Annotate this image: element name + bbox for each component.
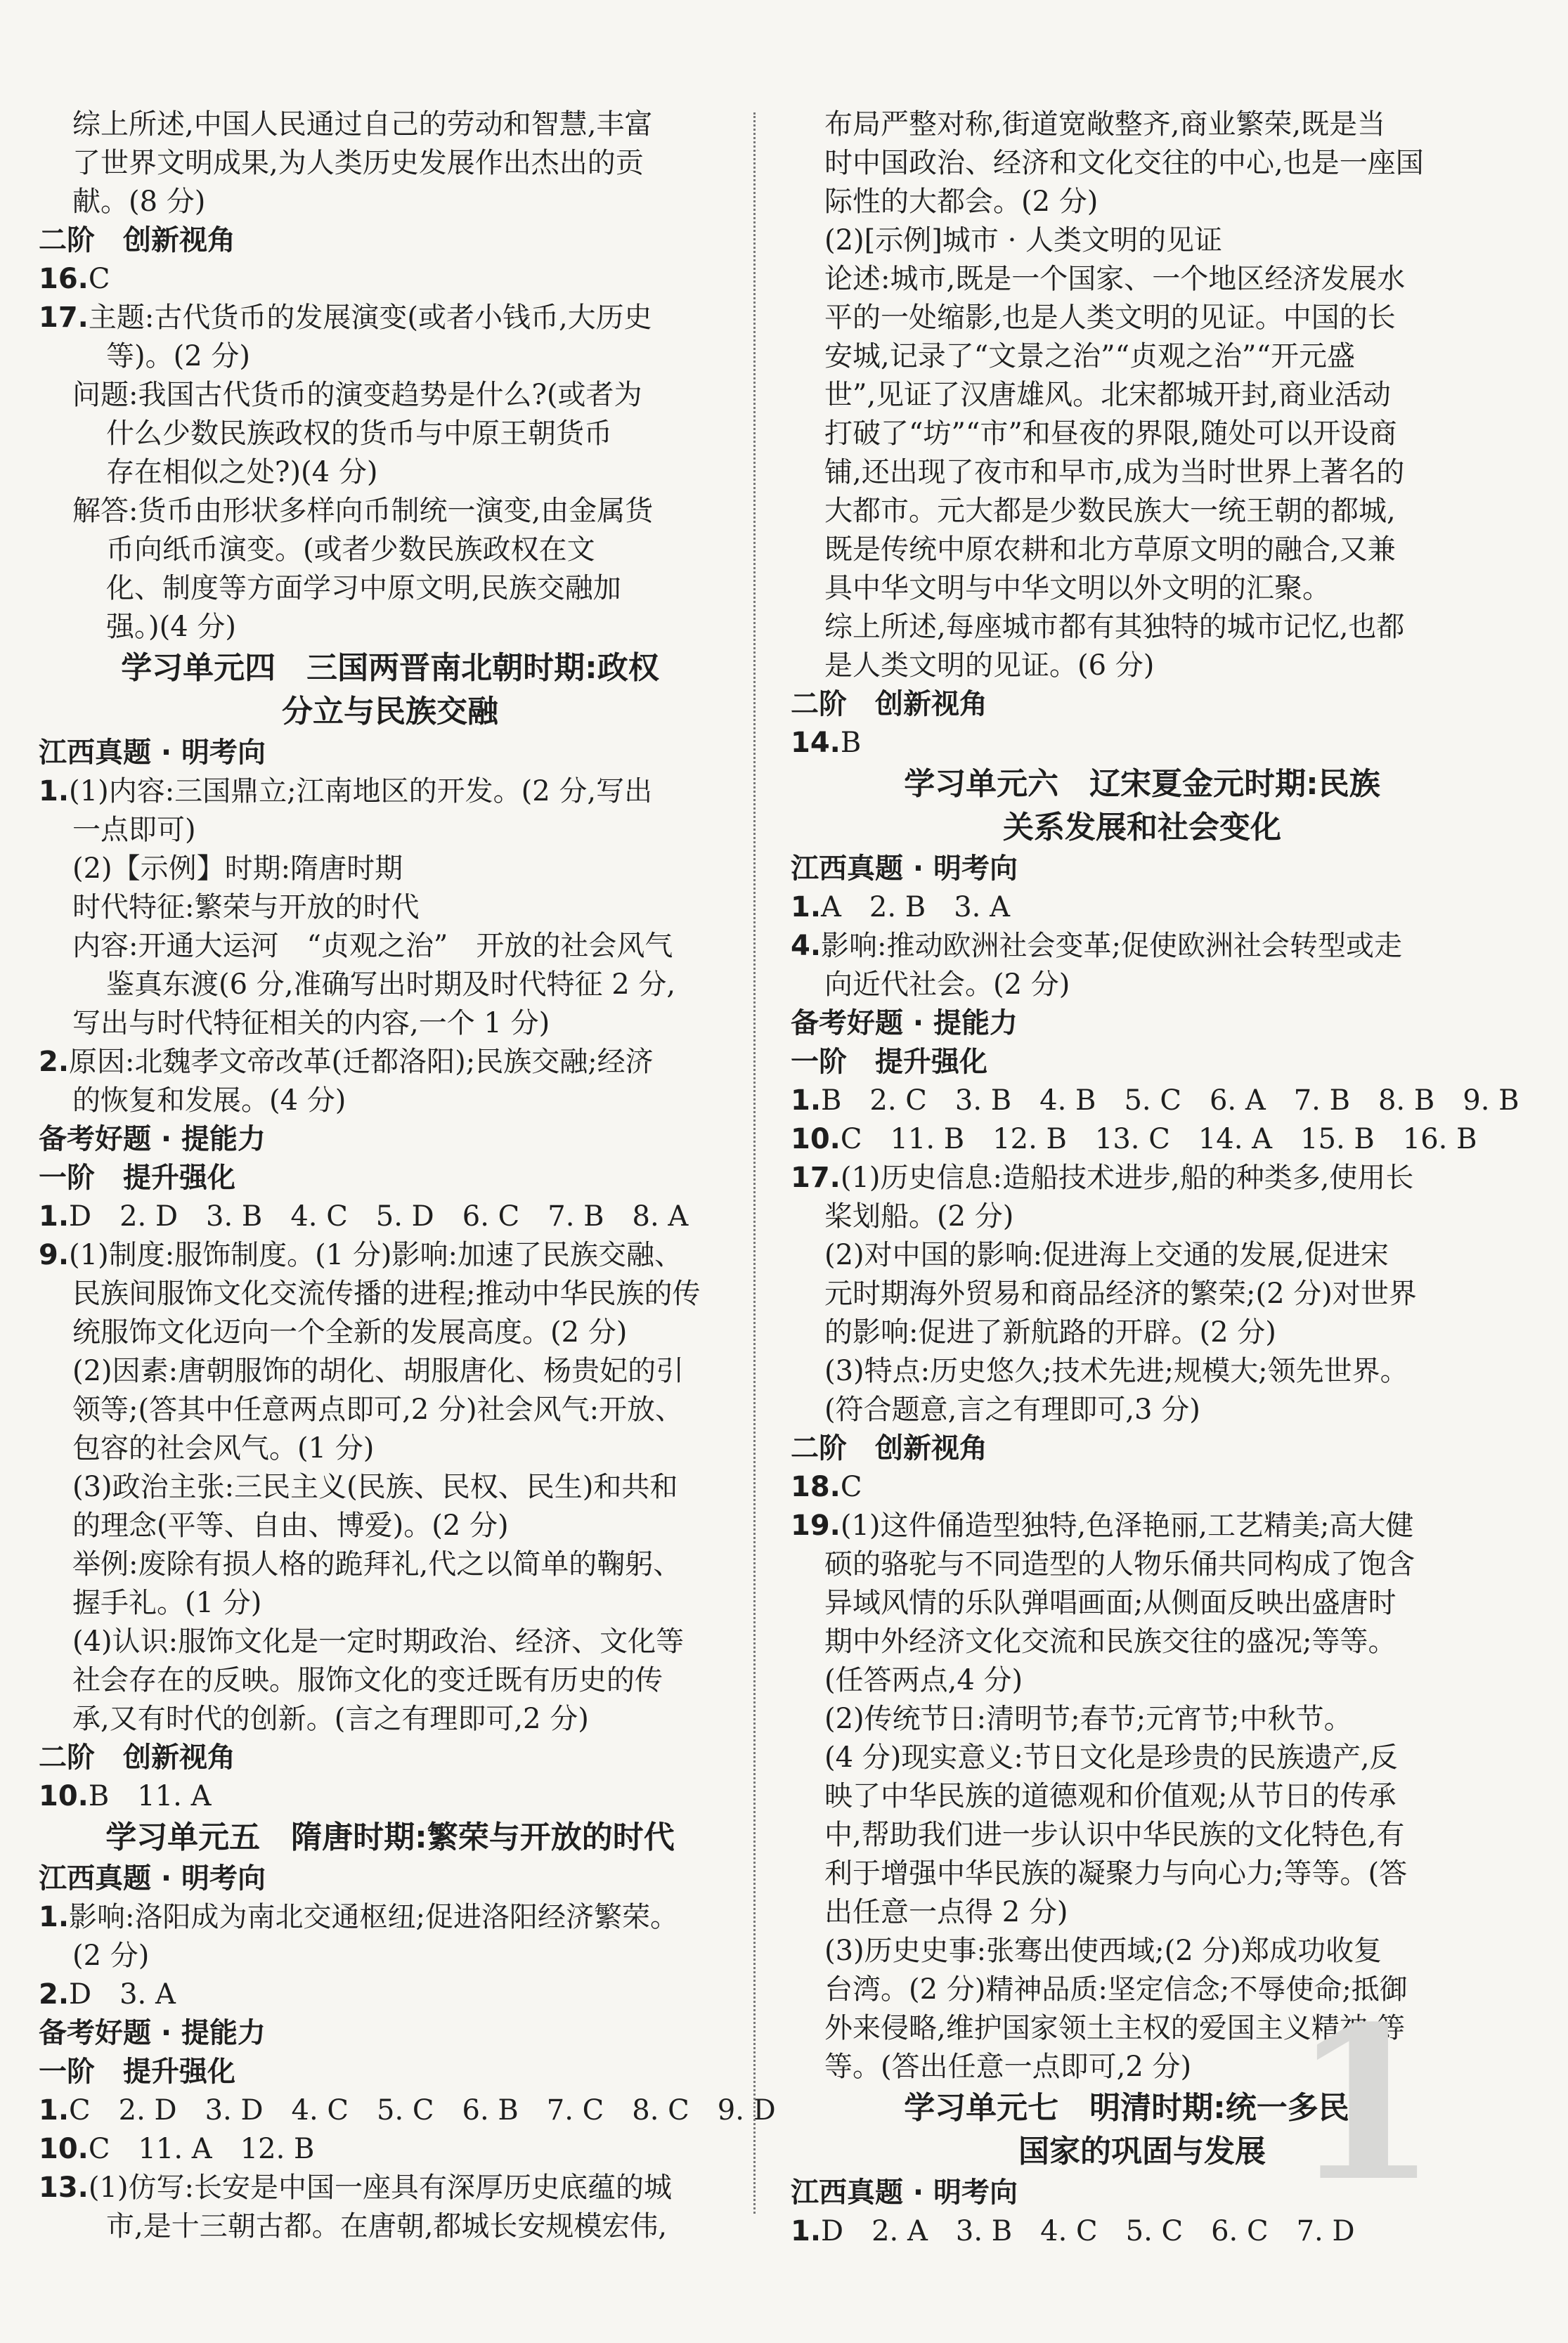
answer-text: 世”,见证了汉唐雄风。北宋都城开封,商业活动 <box>824 379 1391 411</box>
answer-text: (3)政治主张:三民主义(民族、民权、民生)和共和 <box>72 1471 678 1503</box>
answer-text: 硕的骆驼与不同造型的人物乐俑共同构成了饱含 <box>824 1548 1415 1581</box>
answer-text: 承,又有时代的创新。(言之有理即可,2 分) <box>72 1703 589 1735</box>
answer-text: 利于增强中华民族的凝聚力与向心力;等等。(答 <box>824 1857 1408 1890</box>
question-number: 10. <box>39 2133 89 2165</box>
answer-text: 具中华文明与中华文明以外文明的汇聚。 <box>824 572 1330 604</box>
answer-text: 存在相似之处?)(4 分) <box>106 456 378 488</box>
answer-text: 桨划船。(2 分) <box>824 1200 1014 1233</box>
answer-text: 是人类文明的见证。(6 分) <box>824 649 1155 682</box>
left-column <box>39 105 776 2243</box>
answer-line <box>39 569 741 608</box>
answer-line <box>39 1391 741 1429</box>
answer-text: 鉴真东渡(6 分,准确写出时期及时代特征 2 分, <box>106 968 676 1001</box>
question-number: 19. <box>791 1510 841 1542</box>
answer-line <box>791 1468 1494 1507</box>
answer-line <box>791 105 1494 144</box>
answer-text: (2)传统节日:清明节;春节;元宵节;中秋节。 <box>824 1703 1352 1735</box>
answer-line <box>39 811 741 850</box>
answer-line <box>39 337 741 376</box>
question-number: 1. <box>791 2215 822 2247</box>
answer-text: (2 分) <box>72 1940 150 1972</box>
answer-line <box>791 144 1494 183</box>
answer-text: 币向纸币演变。(或者少数民族政权在文 <box>106 533 595 566</box>
answer-text: 的影响:促进了新航路的开辟。(2 分) <box>824 1316 1276 1349</box>
answer-line <box>791 1893 1494 1932</box>
answer-text: 映了中华民族的道德观和价值观;从节日的传承 <box>824 1780 1397 1812</box>
answer-text: 综上所述,每座城市都有其独特的城市记忆,也都 <box>824 611 1405 643</box>
answer-line <box>791 1236 1494 1275</box>
answer-line <box>791 1082 1520 1120</box>
answer-page <box>39 105 1520 2247</box>
answer-line <box>39 2169 741 2207</box>
answer-text: (4)认识:服饰文化是一定时期政治、经济、文化等 <box>72 1625 685 1658</box>
answer-line <box>791 1313 1494 1352</box>
question-number: 1. <box>791 1084 822 1117</box>
answer-line <box>791 1352 1494 1391</box>
answer-line <box>791 1507 1494 1545</box>
answer-text: 化、制度等方面学习中原文明,民族交融加 <box>106 572 621 604</box>
answer-line <box>39 1661 741 1700</box>
answer-line <box>791 337 1494 376</box>
answer-text: 的恢复和发展。(4 分) <box>72 1084 346 1117</box>
answer-line <box>791 376 1494 415</box>
answer-line <box>39 144 741 183</box>
question-number: 2. <box>39 1046 70 1078</box>
answer-line <box>791 1932 1494 1971</box>
answer-text: 元时期海外贸易和商品经济的繁荣;(2 分)对世界 <box>824 1278 1417 1310</box>
answer-text: 打破了“坊”“市”和昼夜的界限,随处可以开设商 <box>824 417 1397 450</box>
answer-text: 外来侵略,维护国家领土主权的爱国主义精神;等 <box>824 2012 1406 2044</box>
answer-line <box>791 1275 1494 1313</box>
answer-text: 一点即可) <box>72 814 196 846</box>
answer-line <box>791 1159 1494 1198</box>
answer-line <box>791 608 1494 647</box>
answer-text: 等。(答出任意一点即可,2 分) <box>824 2051 1192 2083</box>
answer-line <box>39 608 741 647</box>
answer-text: (4 分)现实意义:节日文化是珍贵的民族遗产,反 <box>824 1741 1398 1774</box>
question-number: 17. <box>791 1162 841 1194</box>
section-heading: 江西真题 · 明考向 <box>39 1862 266 1895</box>
answer-line <box>791 415 1494 453</box>
question-number: 1. <box>39 1901 70 1933</box>
answer-line <box>39 1043 741 1082</box>
section-heading: 江西真题 · 明考向 <box>39 736 266 769</box>
answer-line <box>39 1275 741 1313</box>
section-heading: 一阶 提升强化 <box>791 1046 987 1078</box>
answer-text: 综上所述,中国人民通过自己的劳动和智慧,丰富 <box>72 108 653 141</box>
section-heading: 二阶 创新视角 <box>39 1741 235 1774</box>
answer-text: 解答:货币由形状多样向币制统一演变,由金属货 <box>72 495 654 527</box>
question-number: 10. <box>791 1123 841 1155</box>
question-number: 18. <box>791 1471 841 1503</box>
section-heading: 二阶 创新视角 <box>791 1432 987 1465</box>
unit-heading: 学习单元七 明清时期:统一多民族 <box>904 2090 1380 2126</box>
answer-text: (1)仿写:长安是中国一座具有深厚历史底蕴的城 <box>88 2172 672 2204</box>
answer-line <box>39 260 741 299</box>
answer-text: 时中国政治、经济和文化交往的中心,也是一座国 <box>824 147 1424 179</box>
answer-line <box>39 1313 741 1352</box>
answer-text: (2)因素:唐朝服饰的胡化、胡服唐化、杨贵妃的引 <box>72 1355 685 1387</box>
answer-text: 布局严整对称,街道宽敞整齐,商业繁荣,既是当 <box>824 108 1386 141</box>
unit-heading: 分立与民族交融 <box>282 694 498 729</box>
answer-line <box>39 453 741 492</box>
answer-text: (1)这件俑造型独特,色泽艳丽,工艺精美;高大健 <box>840 1510 1414 1542</box>
answer-text: 等)。(2 分) <box>106 340 250 372</box>
answer-line <box>791 1700 1494 1739</box>
unit-heading: 关系发展和社会变化 <box>1003 810 1281 845</box>
answer-text: (3)特点:历史悠久;技术先进;规模大;领先世界。 <box>824 1355 1408 1387</box>
section-heading: 二阶 创新视角 <box>39 224 235 257</box>
answer-text: 影响:推动欧洲社会变革;促使欧洲社会转型或走 <box>821 930 1402 962</box>
answer-line <box>791 1777 1494 1816</box>
answer-text: 问题:我国古代货币的演变趋势是什么?(或者为 <box>72 379 642 411</box>
question-number: 4. <box>791 930 822 962</box>
answer-text: D 2. A 3. B 4. C 5. C 6. C 7. D <box>821 2215 1355 2247</box>
answer-text: 台湾。(2 分)精神品质:坚定信念;不辱使命;抵御 <box>824 1973 1408 2006</box>
answer-line <box>791 299 1494 337</box>
answer-line <box>39 966 741 1004</box>
question-number: 16. <box>39 263 89 295</box>
unit-heading: 学习单元六 辽宋夏金元时期:民族 <box>904 766 1380 802</box>
section-heading: 一阶 提升强化 <box>39 2056 235 2088</box>
answer-line <box>791 569 1494 608</box>
answer-line <box>791 531 1494 569</box>
answer-line <box>39 772 741 811</box>
answer-text: 领等;(答其中任意两点即可,2 分)社会风气:开放、 <box>72 1394 684 1426</box>
answer-text: B 11. A <box>88 1780 212 1812</box>
answer-line <box>39 1584 741 1623</box>
answer-text: 异域风情的乐队弹唱画面;从侧面反映出盛唐时 <box>824 1587 1397 1619</box>
answer-line <box>39 1937 741 1975</box>
answer-line <box>39 2091 776 2130</box>
answer-text: 统服饰文化迈向一个全新的发展高度。(2 分) <box>72 1316 628 1349</box>
answer-line <box>791 260 1494 299</box>
question-number: 10. <box>39 1780 89 1812</box>
answer-line <box>39 888 741 927</box>
column-divider <box>753 112 756 2214</box>
section-heading: 备考好题 · 提能力 <box>791 1007 1018 1039</box>
answer-text: 了世界文明成果,为人类历史发展作出杰出的贡 <box>72 147 644 179</box>
answer-text: (2)【示例】时期:隋唐时期 <box>72 852 403 885</box>
answer-text: C 2. D 3. D 4. C 5. C 6. B 7. C 8. C 9. D <box>69 2094 776 2127</box>
answer-text: (1)内容:三国鼎立;江南地区的开发。(2 分,写出 <box>69 775 653 807</box>
answer-text: 原因:北魏孝文帝改革(迁都洛阳);民族交融;经济 <box>69 1046 654 1078</box>
answer-text: B <box>840 727 862 759</box>
answer-line <box>39 376 741 415</box>
section-heading: 二阶 创新视角 <box>791 688 987 720</box>
answer-text: 什么少数民族政权的货币与中原王朝货币 <box>106 417 612 450</box>
answer-text: 影响:洛阳成为南北交通枢纽;促进洛阳经济繁荣。 <box>69 1901 678 1933</box>
answer-line <box>39 1082 741 1120</box>
answer-text: (3)历史史事:张骞出使西域;(2 分)郑成功收复 <box>824 1935 1382 1967</box>
answer-line <box>791 1623 1494 1661</box>
answer-text: 社会存在的反映。服饰文化的变迁既有历史的传 <box>72 1664 663 1696</box>
answer-line <box>791 453 1494 492</box>
answer-text: (2)对中国的影响:促进海上交通的发展,促进宋 <box>824 1239 1389 1271</box>
answer-line <box>39 105 741 144</box>
question-number: 14. <box>791 727 841 759</box>
answer-text: 中,帮助我们进一步认识中华民族的文化特色,有 <box>824 1819 1405 1851</box>
right-column <box>756 105 1520 2247</box>
answer-line <box>791 888 1494 927</box>
answer-line <box>39 1236 741 1275</box>
answer-line <box>39 1700 741 1739</box>
answer-line <box>39 1468 741 1507</box>
answer-text: 论述:城市,既是一个国家、一个地区经济发展水 <box>824 263 1406 295</box>
unit-heading: 学习单元五 隋唐时期:繁荣与开放的时代 <box>105 1819 675 1855</box>
answer-text: 期中外经济文化交流和民族交往的盛况;等等。 <box>824 1625 1397 1658</box>
answer-text: 际性的大都会。(2 分) <box>824 186 1099 218</box>
answer-line <box>39 492 741 531</box>
question-number: 1. <box>791 891 822 923</box>
answer-line <box>791 1198 1494 1236</box>
answer-text: C <box>840 1471 862 1503</box>
unit-heading: 学习单元四 三国两晋南北朝时期:政权 <box>121 650 659 686</box>
answer-line <box>39 415 741 453</box>
question-number: 13. <box>39 2172 89 2204</box>
question-number: 1. <box>39 2094 70 2127</box>
answer-line <box>791 1584 1494 1623</box>
question-number: 17. <box>39 301 89 334</box>
answer-text: 民族间服饰文化交流传播的进程;推动中华民族的传 <box>72 1278 701 1310</box>
question-number: 2. <box>39 1978 70 2011</box>
answer-line <box>39 1198 741 1236</box>
answer-text: 平的一处缩影,也是人类文明的见证。中国的长 <box>824 301 1396 334</box>
answer-line <box>39 1777 741 1816</box>
answer-text: (符合题意,言之有理即可,3 分) <box>824 1394 1200 1426</box>
answer-line <box>39 927 741 966</box>
question-number: 1. <box>39 775 70 807</box>
answer-text: D 2. D 3. B 4. C 5. D 6. C 7. B 8. A <box>69 1200 689 1233</box>
answer-text: 的理念(平等、自由、博爱)。(2 分) <box>72 1510 509 1542</box>
unit-heading: 国家的巩固与发展 <box>1018 2134 1266 2169</box>
answer-line <box>791 1739 1494 1777</box>
answer-text: A 2. B 3. A <box>821 891 1010 923</box>
answer-text: (2)[示例]城市 · 人类文明的见证 <box>824 224 1223 257</box>
question-number: 1. <box>39 1200 70 1233</box>
answer-line <box>39 1898 741 1937</box>
answer-text: 出任意一点得 2 分) <box>824 1896 1068 1928</box>
answer-line <box>39 2130 741 2169</box>
answer-line <box>791 966 1494 1004</box>
answer-text: 内容:开通大运河 “贞观之治” 开放的社会风气 <box>72 930 673 962</box>
answer-line <box>39 1004 741 1043</box>
answer-text: 写出与时代特征相关的内容,一个 1 分) <box>72 1007 550 1039</box>
answer-line <box>791 221 1494 260</box>
answer-line <box>791 492 1494 531</box>
answer-line <box>791 1391 1494 1429</box>
answer-line <box>39 531 741 569</box>
answer-line <box>39 1623 741 1661</box>
answer-line <box>791 647 1494 685</box>
answer-line <box>39 2207 741 2246</box>
answer-line <box>39 1975 741 2014</box>
answer-line <box>791 1120 1494 1159</box>
answer-line <box>39 183 741 221</box>
page-number: 1 <box>1291 1980 1438 2228</box>
answer-text: (1)历史信息:造船技术进步,船的种类多,使用长 <box>840 1162 1414 1194</box>
answer-text: 既是传统中原农耕和北方草原文明的融合,又兼 <box>824 533 1396 566</box>
answer-line <box>39 1545 741 1584</box>
answer-line <box>39 850 741 888</box>
section-heading: 备考好题 · 提能力 <box>39 2017 266 2049</box>
answer-line <box>791 1816 1494 1855</box>
answer-text: 献。(8 分) <box>72 186 206 218</box>
answer-line <box>39 1429 741 1468</box>
answer-text: 向近代社会。(2 分) <box>824 968 1070 1001</box>
answer-line <box>39 1352 741 1391</box>
answer-line <box>39 299 741 337</box>
answer-text: (1)制度:服饰制度。(1 分)影响:加速了民族交融、 <box>69 1239 683 1271</box>
answer-text: 包容的社会风气。(1 分) <box>72 1432 375 1465</box>
answer-text: 主题:古代货币的发展演变(或者小钱币,大历史 <box>88 301 652 334</box>
answer-text: C 11. B 12. B 13. C 14. A 15. B 16. B <box>840 1123 1477 1155</box>
answer-line <box>791 724 1494 762</box>
answer-text: 大都市。元大都是少数民族大一统王朝的都城, <box>824 495 1396 527</box>
question-number: 9. <box>39 1239 70 1271</box>
section-heading: 备考好题 · 提能力 <box>39 1123 266 1155</box>
answer-text: 市,是十三朝古都。在唐朝,都城长安规模宏伟, <box>106 2210 668 2243</box>
section-heading: 江西真题 · 明考向 <box>791 852 1018 885</box>
section-heading: 一阶 提升强化 <box>39 1162 235 1194</box>
answer-text: 铺,还出现了夜市和早市,成为当时世界上著名的 <box>824 456 1405 488</box>
section-heading: 江西真题 · 明考向 <box>791 2176 1018 2209</box>
answer-text: D 3. A <box>69 1978 176 2011</box>
answer-line <box>791 1545 1494 1584</box>
answer-text: (任答两点,4 分) <box>824 1664 1023 1696</box>
answer-text: 安城,记录了“文景之治”“贞观之治”“开元盛 <box>824 340 1355 372</box>
answer-text: C 11. A 12. B <box>88 2133 315 2165</box>
answer-line <box>791 1661 1494 1700</box>
answer-text: 时代特征:繁荣与开放的时代 <box>72 891 420 923</box>
answer-text: B 2. C 3. B 4. B 5. C 6. A 7. B 8. B 9. B <box>821 1084 1520 1117</box>
answer-line <box>791 1855 1494 1893</box>
answer-text: 举例:废除有损人格的跪拜礼,代之以简单的鞠躬、 <box>72 1548 682 1581</box>
answer-text: C <box>88 263 110 295</box>
answer-line <box>791 183 1494 221</box>
answer-text: 握手礼。(1 分) <box>72 1587 262 1619</box>
answer-line <box>791 927 1494 966</box>
answer-text: 强。)(4 分) <box>106 611 236 643</box>
answer-line <box>39 1507 741 1545</box>
